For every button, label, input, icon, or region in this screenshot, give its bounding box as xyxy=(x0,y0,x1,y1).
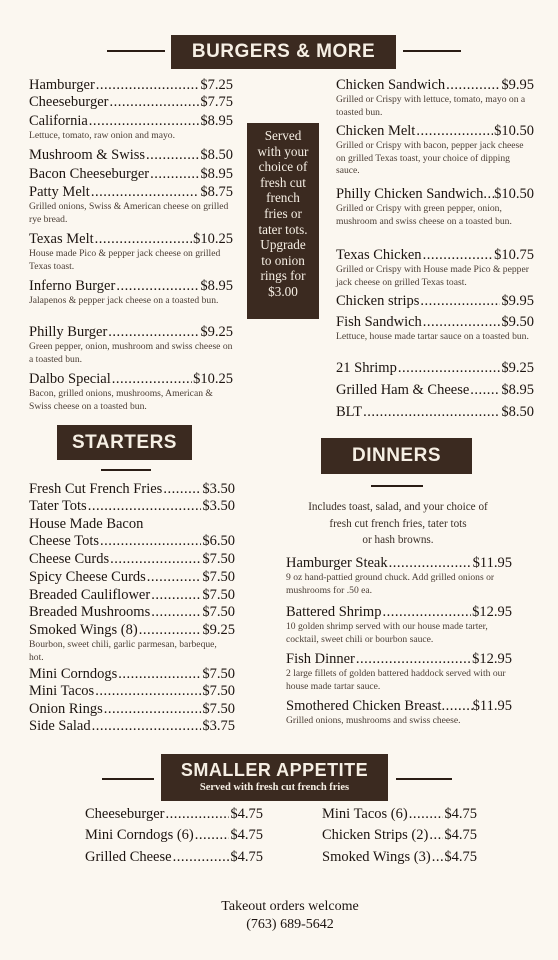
item-description: House made Pico & pepper jack cheese on grilled Texas toast. xyxy=(29,248,221,272)
menu-item-small-grilled-cheese xyxy=(85,849,263,866)
item-price: $7.50 xyxy=(202,666,235,682)
item-price: $10.50 xyxy=(494,123,534,139)
item-name: Mini Corndogs xyxy=(29,666,118,682)
item-name: Chicken Sandwich xyxy=(336,77,446,93)
item-price: $10.75 xyxy=(494,247,534,263)
item-description: 10 golden shrimp served with our house made tarter, cocktail, sweet chili or bourbon sauce. xyxy=(286,621,488,645)
divider-rule xyxy=(101,469,151,471)
item-name: Chicken strips xyxy=(336,293,420,309)
item-name: Smothered Chicken Breast xyxy=(286,698,442,714)
menu-item-fish-sandwich xyxy=(336,314,534,344)
item-name: Hamburger xyxy=(29,77,95,93)
menu-item-patty-melt xyxy=(29,184,233,226)
item-price: $7.50 xyxy=(202,701,235,717)
menu-item-tater-tots xyxy=(29,498,235,515)
item-name: Hamburger Steak xyxy=(286,555,388,571)
item-name: BLT xyxy=(336,404,363,420)
takeout-notice: Takeout orders welcome xyxy=(221,899,359,914)
side-info-line: Upgrade xyxy=(260,237,306,253)
item-name: Philly Burger xyxy=(29,324,108,340)
divider-rule xyxy=(102,778,154,780)
item-description: Grilled or Crispy with lettuce, tomato, mayo on a toasted bun. xyxy=(336,94,526,118)
section-title-starters: STARTERS xyxy=(57,425,192,460)
item-price: $8.95 xyxy=(200,166,233,182)
item-price: $6.50 xyxy=(202,533,235,549)
menu-item-chicken-melt xyxy=(336,123,534,178)
item-name: Spicy Cheese Curds xyxy=(29,569,146,585)
menu-item-texas-melt xyxy=(29,231,233,273)
menu-item-inferno-burger xyxy=(29,278,233,308)
item-name: Cheeseburger xyxy=(29,94,109,110)
menu-item-bacon-cheeseburger xyxy=(29,166,233,183)
item-price: $9.25 xyxy=(202,622,235,638)
item-description: Grilled or Crispy with House made Pico & pepper jack cheese on grilled Texas toast. xyxy=(336,264,529,288)
menu-item-mini-tacos xyxy=(29,683,235,700)
item-price: $9.25 xyxy=(200,324,233,340)
item-name: Mushroom & Swiss xyxy=(29,147,146,163)
menu-item-mushroom-swiss xyxy=(29,147,233,164)
side-info-box xyxy=(247,123,319,319)
item-name: Texas Melt xyxy=(29,231,94,247)
item-description: Bacon, grilled onions, mushrooms, American & Swiss cheese on a toasted bun. xyxy=(29,388,213,412)
item-name: Mini Tacos xyxy=(29,683,95,699)
side-info-line: rings for xyxy=(260,268,306,284)
item-name: Bacon Cheeseburger xyxy=(29,166,150,182)
item-description: Green pepper, onion, mushroom and swiss cheese on a toasted bun. xyxy=(29,341,233,365)
side-info-line: to onion xyxy=(261,252,305,268)
section-title-smaller xyxy=(161,754,388,801)
item-price: $11.95 xyxy=(472,555,512,571)
side-info-line: with your xyxy=(257,143,309,159)
smaller-title: SMALLER APPETITE xyxy=(180,760,369,780)
item-price: $7.50 xyxy=(202,551,235,567)
menu-item-battered-shrimp xyxy=(286,604,512,646)
item-price: $8.95 xyxy=(501,382,534,398)
item-name: Tater Tots xyxy=(29,498,87,514)
item-price: $9.50 xyxy=(501,314,534,330)
item-price: $7.50 xyxy=(202,683,235,699)
item-price: $8.95 xyxy=(200,113,233,129)
menu-item-small-cheeseburger xyxy=(85,806,263,823)
item-price: $3.75 xyxy=(202,718,235,734)
item-name: Smoked Wings (8) xyxy=(29,622,138,638)
item-name: Breaded Mushrooms xyxy=(29,604,151,620)
item-price: $7.75 xyxy=(200,94,233,110)
item-name: Mini Tacos (6) xyxy=(322,806,408,822)
menu-item-french-fries xyxy=(29,481,235,498)
side-info-line: Served xyxy=(264,128,302,143)
item-price: $4.75 xyxy=(444,806,477,822)
menu-item-small-mini-corndogs xyxy=(85,827,263,844)
item-name: Chicken Strips (2) xyxy=(322,827,429,843)
side-info-line: french xyxy=(266,190,300,206)
item-description: Lettuce, tomato, raw onion and mayo. xyxy=(29,130,175,141)
item-name: Cheese Tots xyxy=(29,533,100,549)
item-description: Bourbon, sweet chili, garlic parmesan, barbeque, hot. xyxy=(29,639,217,663)
menu-item-small-smoked-wings xyxy=(322,849,477,866)
item-price: $10.25 xyxy=(193,231,233,247)
side-info-line: fresh cut xyxy=(260,174,306,190)
menu-item-cheeseburger xyxy=(29,94,233,111)
menu-item-grilled-ham-cheese xyxy=(336,382,534,399)
item-name: Side Salad xyxy=(29,718,91,734)
item-name: Battered Shrimp xyxy=(286,604,382,620)
dinners-intro-line: Includes toast, salad, and your choice of xyxy=(308,501,488,513)
item-price: $12.95 xyxy=(472,604,512,620)
item-name: Onion Rings xyxy=(29,701,103,717)
phone-number: (763) 689-5642 xyxy=(246,917,334,932)
menu-item-cheese-curds xyxy=(29,551,235,568)
item-name: Fresh Cut French Fries xyxy=(29,481,163,497)
item-description: Jalapenos & pepper jack cheese on a toasted bun. xyxy=(29,295,219,306)
item-price: $11.95 xyxy=(472,698,512,714)
item-price: $10.50 xyxy=(494,186,534,202)
item-name: Fish Sandwich xyxy=(336,314,422,330)
item-price: $8.50 xyxy=(200,147,233,163)
item-price: $4.75 xyxy=(230,806,263,822)
menu-item-texas-chicken xyxy=(336,247,534,289)
item-price: $8.75 xyxy=(200,184,233,200)
dinners-intro-line: or hash browns. xyxy=(362,534,434,546)
side-info-line: fries or xyxy=(264,205,302,221)
divider-rule xyxy=(396,778,452,780)
item-price: $10.25 xyxy=(193,371,233,387)
item-name: Texas Chicken xyxy=(336,247,422,263)
item-name: Cheeseburger xyxy=(85,806,165,822)
menu-item-breaded-mushrooms xyxy=(29,604,235,621)
menu-item-dalbo-special xyxy=(29,371,233,413)
item-price: $3.50 xyxy=(202,498,235,514)
menu-item-side-salad xyxy=(29,718,235,735)
dinners-intro xyxy=(283,499,513,549)
item-price: $8.50 xyxy=(501,404,534,420)
item-name: House Made Bacon xyxy=(29,516,144,532)
menu-item-spicy-cheese-curds xyxy=(29,569,235,586)
item-price: $4.75 xyxy=(230,827,263,843)
item-description: 9 oz hand-pattied ground chuck. Add grilled onions or mushrooms for .50 ea. xyxy=(286,572,495,596)
item-name: 21 Shrimp xyxy=(336,360,397,376)
menu-item-fish-dinner xyxy=(286,651,512,693)
item-price: $4.75 xyxy=(444,827,477,843)
item-description: 2 large fillets of golden battered haddock served with our house made tartar sauce. xyxy=(286,668,506,692)
side-info-line: choice of xyxy=(258,159,308,175)
menu-item-onion-rings xyxy=(29,701,235,718)
item-name: Chicken Melt xyxy=(336,123,416,139)
divider-rule xyxy=(107,50,165,52)
item-price: $7.25 xyxy=(200,77,233,93)
menu-item-hamburger-steak xyxy=(286,555,512,597)
item-price: $9.95 xyxy=(501,77,534,93)
dinners-intro-line: fresh cut french fries, tater tots xyxy=(329,517,467,530)
item-name: Smoked Wings (3) xyxy=(322,849,431,865)
menu-item-hamburger xyxy=(29,77,233,94)
item-price: $7.50 xyxy=(202,604,235,620)
menu-item-house-made-bacon xyxy=(29,516,235,533)
item-price: $4.75 xyxy=(444,849,477,865)
item-name: Patty Melt xyxy=(29,184,90,200)
item-description: Grilled or Crispy with bacon, pepper jack cheese on grilled Texas toast, your choice of dipping sauce. xyxy=(336,140,524,176)
divider-rule xyxy=(403,50,461,52)
divider-rule xyxy=(371,485,423,487)
item-price: $8.95 xyxy=(200,278,233,294)
item-name: Inferno Burger xyxy=(29,278,116,294)
menu-item-21-shrimp xyxy=(336,360,534,377)
menu-item-smoked-wings xyxy=(29,622,235,664)
side-info-line: tater tots. xyxy=(258,221,308,237)
smaller-subtitle: Served with fresh cut french fries xyxy=(199,782,350,793)
footer xyxy=(170,898,410,934)
menu-item-california xyxy=(29,113,233,143)
item-price: $7.50 xyxy=(202,569,235,585)
item-name: California xyxy=(29,113,88,129)
item-name: Philly Chicken Sandwich xyxy=(336,186,484,202)
menu-item-small-chicken-strips xyxy=(322,827,477,844)
item-price: $7.50 xyxy=(202,587,235,603)
menu-item-philly-burger xyxy=(29,324,233,366)
menu-item-smothered-chicken xyxy=(286,698,512,728)
item-name: Cheese Curds xyxy=(29,551,110,567)
item-name: Mini Corndogs (6) xyxy=(85,827,194,843)
section-title-burgers: BURGERS & MORE xyxy=(171,35,396,69)
item-name: Grilled Cheese xyxy=(85,849,172,865)
menu-item-small-mini-tacos xyxy=(322,806,477,823)
item-name: Grilled Ham & Cheese xyxy=(336,382,470,398)
menu-item-chicken-sandwich xyxy=(336,77,534,119)
item-price: $3.50 xyxy=(202,481,235,497)
item-description: Grilled onions, mushrooms and swiss cheese. xyxy=(286,715,461,726)
menu-item-blt xyxy=(336,404,534,421)
item-price: $4.75 xyxy=(230,849,263,865)
item-name: Breaded Cauliflower xyxy=(29,587,151,603)
item-description: Lettuce, house made tartar sauce on a toasted bun. xyxy=(336,331,529,342)
side-info-line: $3.00 xyxy=(268,283,298,299)
menu-item-mini-corndogs xyxy=(29,666,235,683)
menu-item-breaded-cauliflower xyxy=(29,587,235,604)
menu-item-cheese-tots xyxy=(29,533,235,550)
menu-item-philly-chicken-sandwich xyxy=(336,186,534,228)
item-price: $9.25 xyxy=(501,360,534,376)
item-name: Dalbo Special xyxy=(29,371,111,387)
section-title-dinners: DINNERS xyxy=(321,438,472,474)
item-description: Grilled or Crispy with green pepper, onion, mushroom and swiss cheese on a toasted bun. xyxy=(336,203,512,227)
item-name: Fish Dinner xyxy=(286,651,355,667)
item-price: $9.95 xyxy=(501,293,534,309)
item-price: $12.95 xyxy=(472,651,512,667)
menu-item-chicken-strips xyxy=(336,293,534,310)
item-description: Grilled onions, Swiss & American cheese on grilled rye bread. xyxy=(29,201,229,225)
